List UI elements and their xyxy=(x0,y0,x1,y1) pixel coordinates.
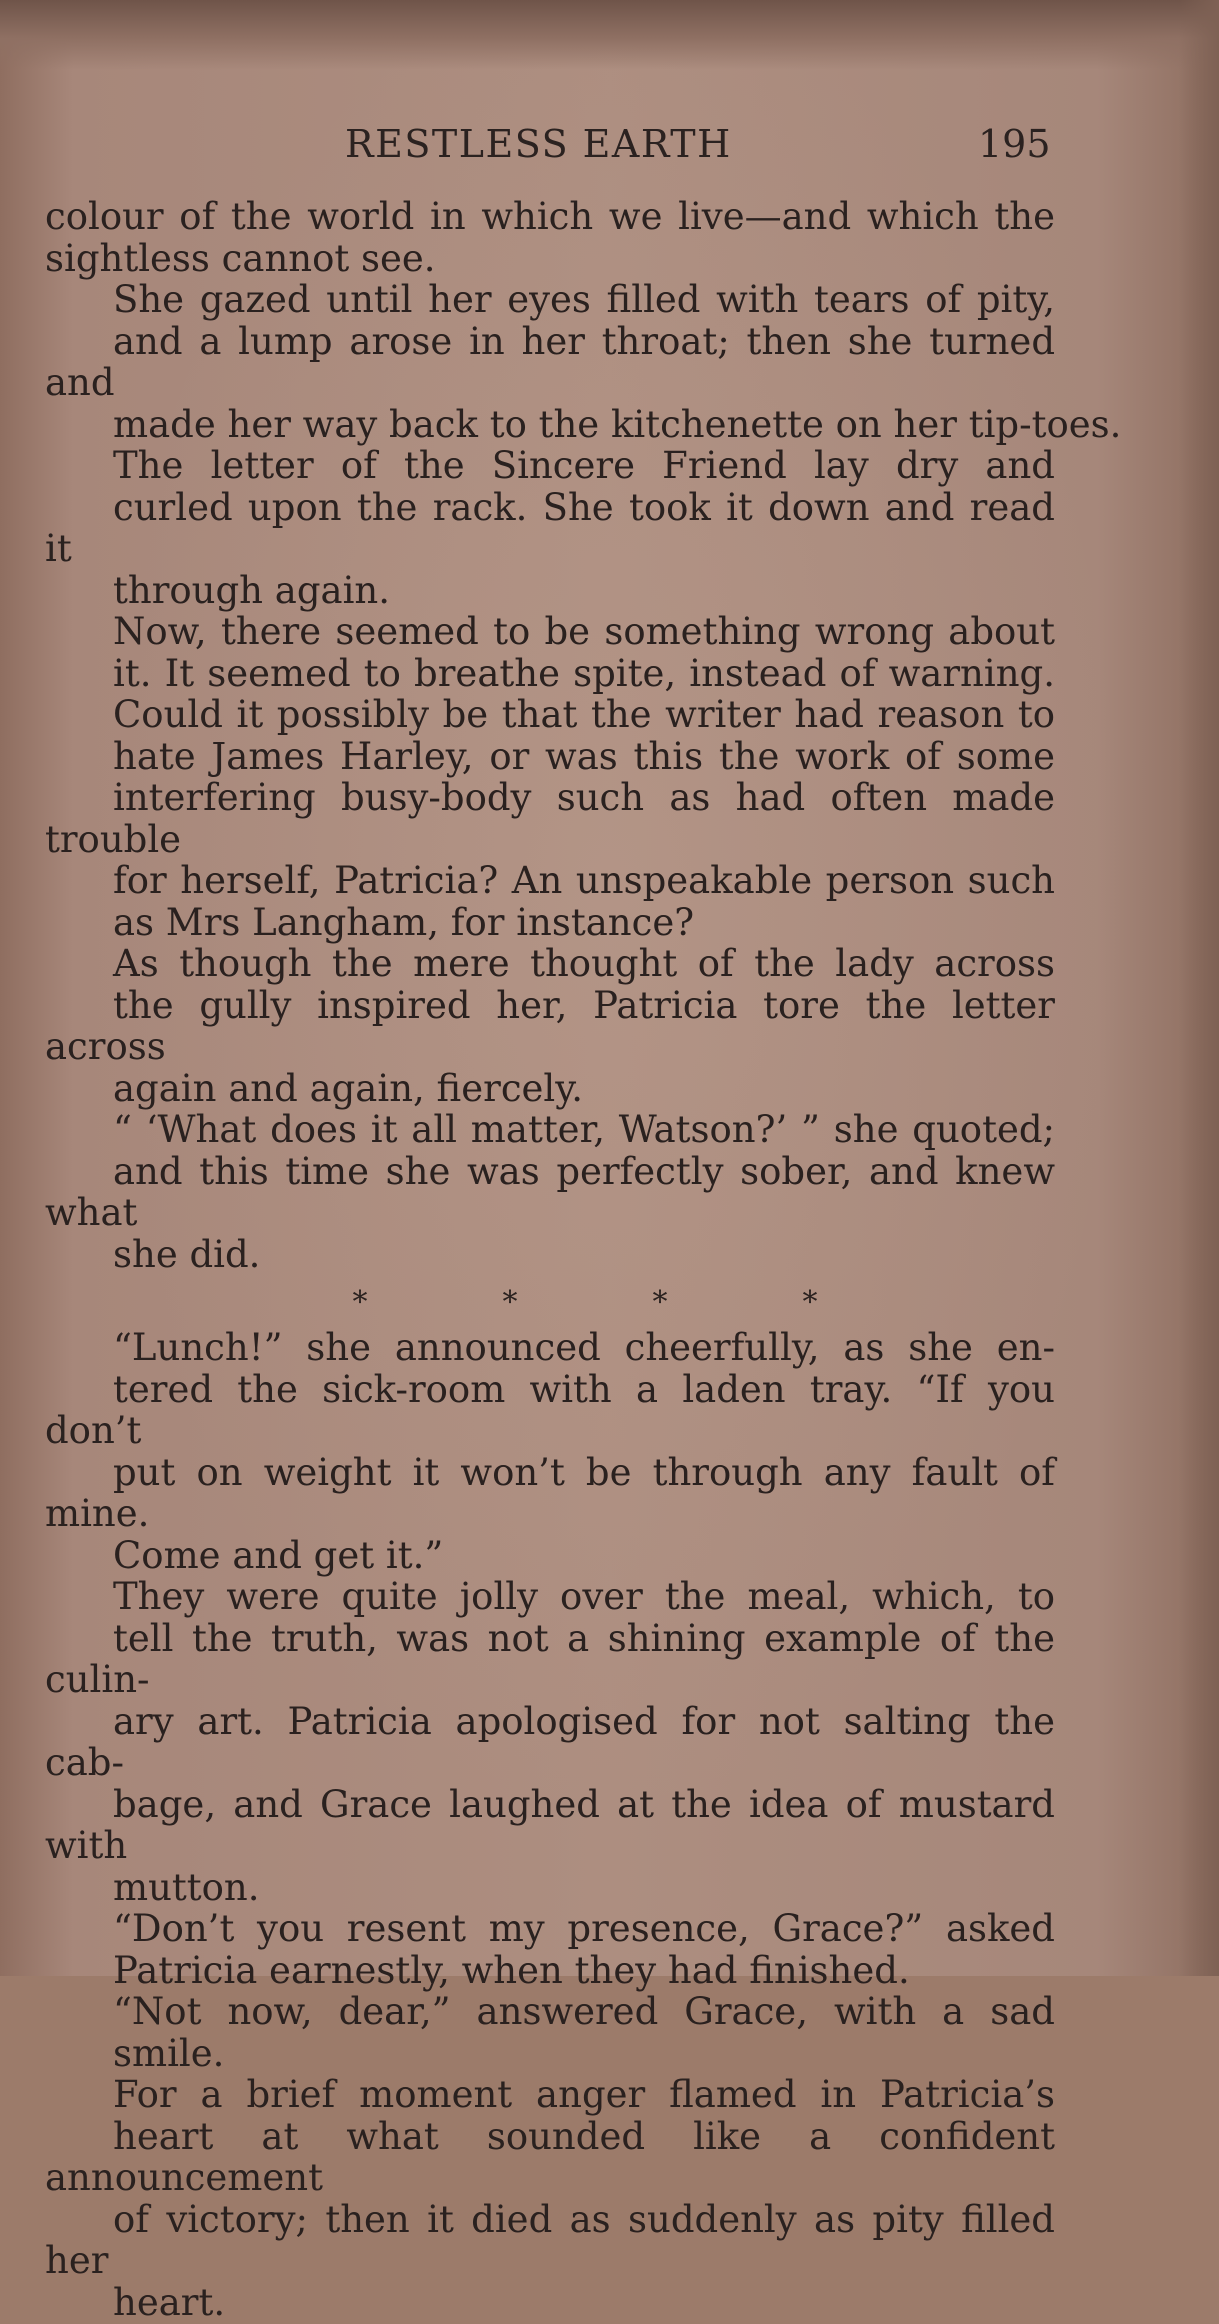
text-line: Could it possibly be that the writer had reason to xyxy=(113,693,1055,736)
text-line: heart at what sounded like a confident announcement xyxy=(45,2114,1055,2199)
text-line: put on weight it won’t be through any fault of mine. xyxy=(45,1450,1055,1535)
page-header xyxy=(0,122,1219,172)
text-line: hate James Harley, or was this the work of some xyxy=(113,734,1055,778)
paragraph xyxy=(45,943,1055,1109)
paragraph xyxy=(45,445,1055,611)
running-head: RESTLESS EARTH xyxy=(345,122,732,166)
text-line: Patricia earnestly, when they had finished. xyxy=(113,1948,910,1992)
text-line: she did. xyxy=(113,1232,261,1276)
text-line: mutton. xyxy=(113,1865,260,1909)
text-section-before-break xyxy=(45,195,1122,1276)
text-line: For a brief moment anger flamed in Patricia’s xyxy=(113,2073,1055,2116)
body-text xyxy=(45,195,1122,2324)
asterisk-mark: * xyxy=(502,1285,518,1320)
text-line: The letter of the Sincere Friend lay dry and xyxy=(113,444,1055,487)
text-line: Now, there seemed to be something wrong about xyxy=(113,610,1055,653)
text-line: made her way back to the kitchenette on her tip-toes. xyxy=(113,402,1122,446)
text-line: tered the sick-room with a laden tray. “If you don’t xyxy=(45,1367,1055,1452)
paragraph xyxy=(45,611,1055,943)
text-line: Come and get it.” xyxy=(113,1533,444,1577)
paragraph xyxy=(45,1109,1055,1275)
text-line: of victory; then it died as suddenly as pity filled her xyxy=(45,2197,1055,2282)
paragraph xyxy=(45,278,1122,446)
text-line: ary art. Patricia apologised for not salting the cab- xyxy=(45,1699,1055,1784)
page-top-edge xyxy=(0,0,1219,70)
paragraph xyxy=(45,1576,1055,1908)
text-line: sightless cannot see. xyxy=(45,236,436,280)
paragraph xyxy=(45,1327,1055,1576)
asterisk-mark: * xyxy=(352,1285,368,1320)
page-right-edge xyxy=(1179,0,1219,1976)
text-line: “Lunch!” she announced cheerfully, as she en- xyxy=(113,1326,1055,1369)
text-line: and this time she was perfectly sober, and knew what xyxy=(45,1149,1055,1234)
section-break xyxy=(45,1275,1055,1327)
asterisk-mark: * xyxy=(652,1285,668,1320)
text-line: “Not now, dear,” answered Grace, with a sad xyxy=(113,1990,1055,2033)
text-line: interfering busy-body such as had often made trouble xyxy=(45,776,1055,861)
text-line: as Mrs Langham, for instance? xyxy=(113,900,695,944)
text-line: As though the mere thought of the lady across xyxy=(113,942,1055,985)
paragraph xyxy=(45,1908,1055,1991)
text-line: the gully inspired her, Patricia tore the letter across xyxy=(45,983,1055,1068)
text-line: curled upon the rack. She took it down and read it xyxy=(45,485,1055,570)
text-line: through again. xyxy=(113,568,390,612)
text-line: She gazed until her eyes filled with tears of pity, xyxy=(113,278,1055,321)
text-section-after-break xyxy=(45,1327,1055,2323)
paragraph xyxy=(45,1991,1055,2074)
text-line: bage, and Grace laughed at the idea of mustard with xyxy=(45,1782,1055,1867)
text-line: “ ‘What does it all matter, Watson?’ ” she quoted; xyxy=(113,1108,1055,1151)
text-line: again and again, fiercely. xyxy=(113,1066,584,1110)
paragraph xyxy=(45,2074,1055,2323)
text-line: tell the truth, was not a shining example of the culin- xyxy=(45,1616,1055,1701)
text-line: smile. xyxy=(113,2031,225,2075)
text-line: it. It seemed to breathe spite, instead of warning. xyxy=(113,651,1055,695)
text-line: and a lump arose in her throat; then she turned and xyxy=(45,319,1055,404)
text-line: for herself, Patricia? An unspeakable person such xyxy=(113,859,1055,902)
text-line: colour of the world in which we live—and which the xyxy=(45,195,1055,238)
page-number: 195 xyxy=(978,122,1051,166)
paragraph xyxy=(45,196,1055,279)
text-line: heart. xyxy=(113,2280,226,2324)
asterisk-mark: * xyxy=(802,1285,818,1320)
text-line: They were quite jolly over the meal, which, to xyxy=(113,1575,1055,1618)
text-line: “Don’t you resent my presence, Grace?” asked xyxy=(113,1907,1055,1950)
